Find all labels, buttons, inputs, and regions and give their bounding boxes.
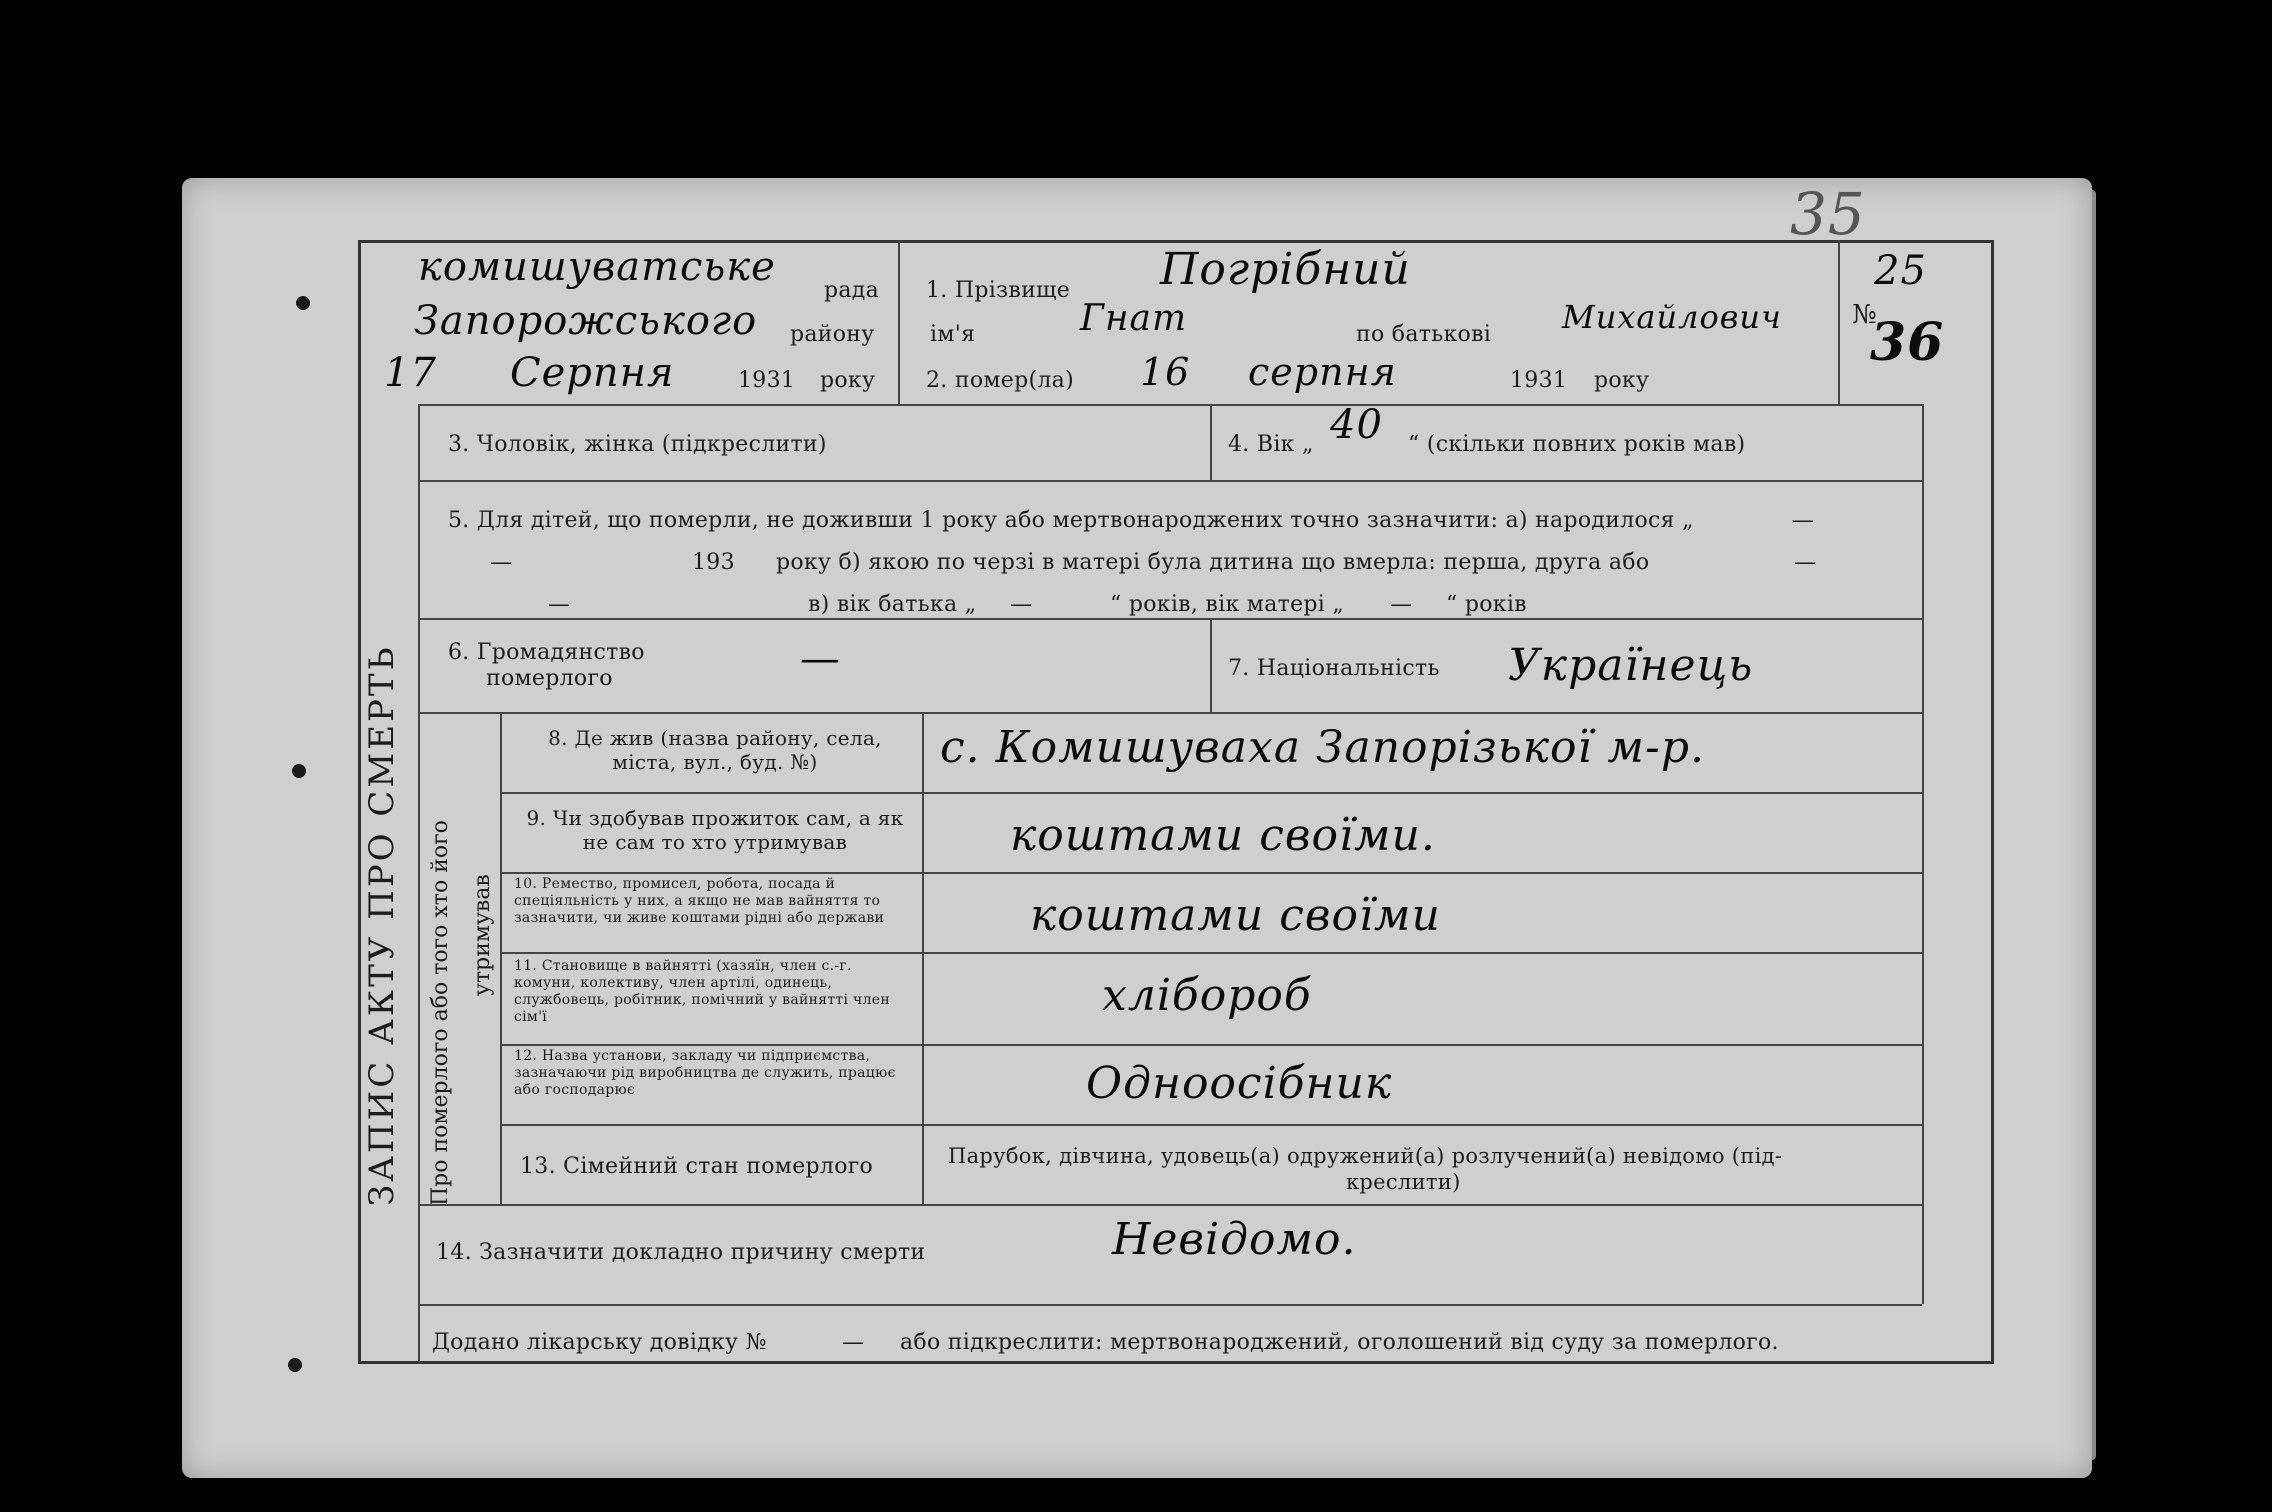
cause-label: 14. Зазначити докладно причину смерти [436, 1240, 926, 1265]
footer-dash: — [842, 1330, 865, 1355]
family-options: Парубок, дівчина, удовець(а) одружений(а) розлучений(а) невідомо (під- [948, 1144, 1783, 1168]
surname-label: 1. Прізвище [926, 278, 1071, 303]
position-label: 11. Становище в вайнятті (хазяїн, член с.-г. комуни, колективу, член артілі, одинець, службовець, робітник, помічний у вайнятті член сім'ї [514, 958, 890, 1025]
children-line-3: в) вік батька „ [808, 592, 977, 617]
children-born-dash: — [1792, 508, 1815, 533]
footer-text-1: Додано лікарську довідку № [432, 1330, 767, 1355]
footer-text-2: або підкреслити: мертвонароджений, оголошений від суду за померлого. [900, 1330, 1779, 1355]
raion-value: Запорожського [414, 298, 758, 344]
reg-month: Серпня [510, 350, 675, 396]
father-age-dash: — [1010, 592, 1033, 617]
institution-label: 12. Назва установи, закладу чи підприємства, зазначаючи рід виробництва де служить, працює або господарює [514, 1048, 896, 1098]
number-label: № [1852, 300, 1877, 330]
residence-value: с. Комишуваха Запорізької м-р. [940, 722, 1706, 773]
occupation-value: коштами своїми [1030, 890, 1441, 941]
citizenship-value: — [800, 636, 841, 682]
death-day: 16 [1140, 350, 1191, 394]
form-subtitle-2: утримував [470, 874, 495, 996]
mother-age-dash: — [1390, 592, 1413, 617]
patronymic-label: по батькові [1356, 322, 1492, 347]
form-subtitle-1: Про померлого або того хто його [428, 820, 453, 1206]
children-line3-dash: — [548, 592, 571, 617]
position-value: хлібороб [1102, 970, 1312, 1021]
rada-value: комишуватське [418, 244, 776, 290]
age-suffix: “ (скільки повних років мав) [1408, 432, 1746, 457]
punch-hole [288, 1358, 302, 1372]
age-value: 40 [1330, 402, 1383, 448]
institution-value: Одноосібник [1086, 1058, 1393, 1109]
sex-label: 3. Чоловік, жінка (підкреслити) [448, 432, 827, 457]
children-line-3-end: “ років [1446, 592, 1527, 617]
income-value: коштами своїми. [1010, 810, 1436, 861]
citizenship-label: 6. Громадянство [448, 640, 645, 665]
family-options-2: креслити) [1346, 1170, 1461, 1194]
children-line-1: 5. Для дітей, що померли, не доживши 1 року або мертвонароджених точно зазначити: а) народилося „ [448, 508, 1694, 533]
death-year: 1931 [1510, 368, 1568, 393]
patronymic-value: Михайлович [1562, 298, 1782, 336]
citizenship-label-2: померлого [486, 666, 613, 691]
age-label: 4. Вік „ [1228, 432, 1314, 457]
children-year: 193 [692, 550, 735, 575]
punch-hole [296, 296, 310, 310]
number-new: 36 [1870, 312, 1945, 373]
nationality-value: Українець [1508, 640, 1754, 691]
death-year-label: року [1594, 368, 1650, 393]
children-order-dash: — [1794, 550, 1817, 575]
reg-day: 17 [384, 350, 437, 396]
reg-year: 1931 [738, 368, 796, 393]
children-line-3-mid: “ років, вік матері „ [1110, 592, 1345, 617]
name-label: ім'я [930, 322, 976, 347]
nationality-label: 7. Національність [1228, 656, 1440, 681]
rada-label: рада [824, 278, 880, 303]
form-title: ЗАПИС АКТУ ПРО СМЕРТЬ [362, 644, 402, 1206]
cause-value: Невідомо. [1112, 1214, 1357, 1265]
punch-hole [292, 764, 306, 778]
raion-label: району [790, 322, 875, 347]
number-old: 25 [1874, 248, 1927, 294]
surname-value: Погрібний [1160, 244, 1411, 295]
number-top: 35 [1790, 180, 1866, 248]
family-label: 13. Сімейний стан померлого [520, 1154, 874, 1179]
death-record-form [358, 240, 1994, 1364]
death-month: серпня [1248, 350, 1397, 394]
income-label: 9. Чи здобував прожиток сам, а як не сам то хто утримував [526, 806, 904, 854]
death-label: 2. помер(ла) [926, 368, 1074, 393]
name-value: Гнат [1080, 298, 1188, 339]
occupation-label: 10. Ремество, промисел, робота, посада й спеціяльність у них, а якщо не мав вайняття то зазначити, чи живе коштами рідні або держави [514, 876, 885, 926]
children-line-2: року б) якою по черзі в матері була дитина що вмерла: перша, друга або [776, 550, 1650, 575]
residence-label: 8. Де жив (назва району, села, міста, вул., буд. №) [548, 726, 882, 774]
children-date-dash: — [490, 550, 513, 575]
reg-year-label: року [820, 368, 876, 393]
